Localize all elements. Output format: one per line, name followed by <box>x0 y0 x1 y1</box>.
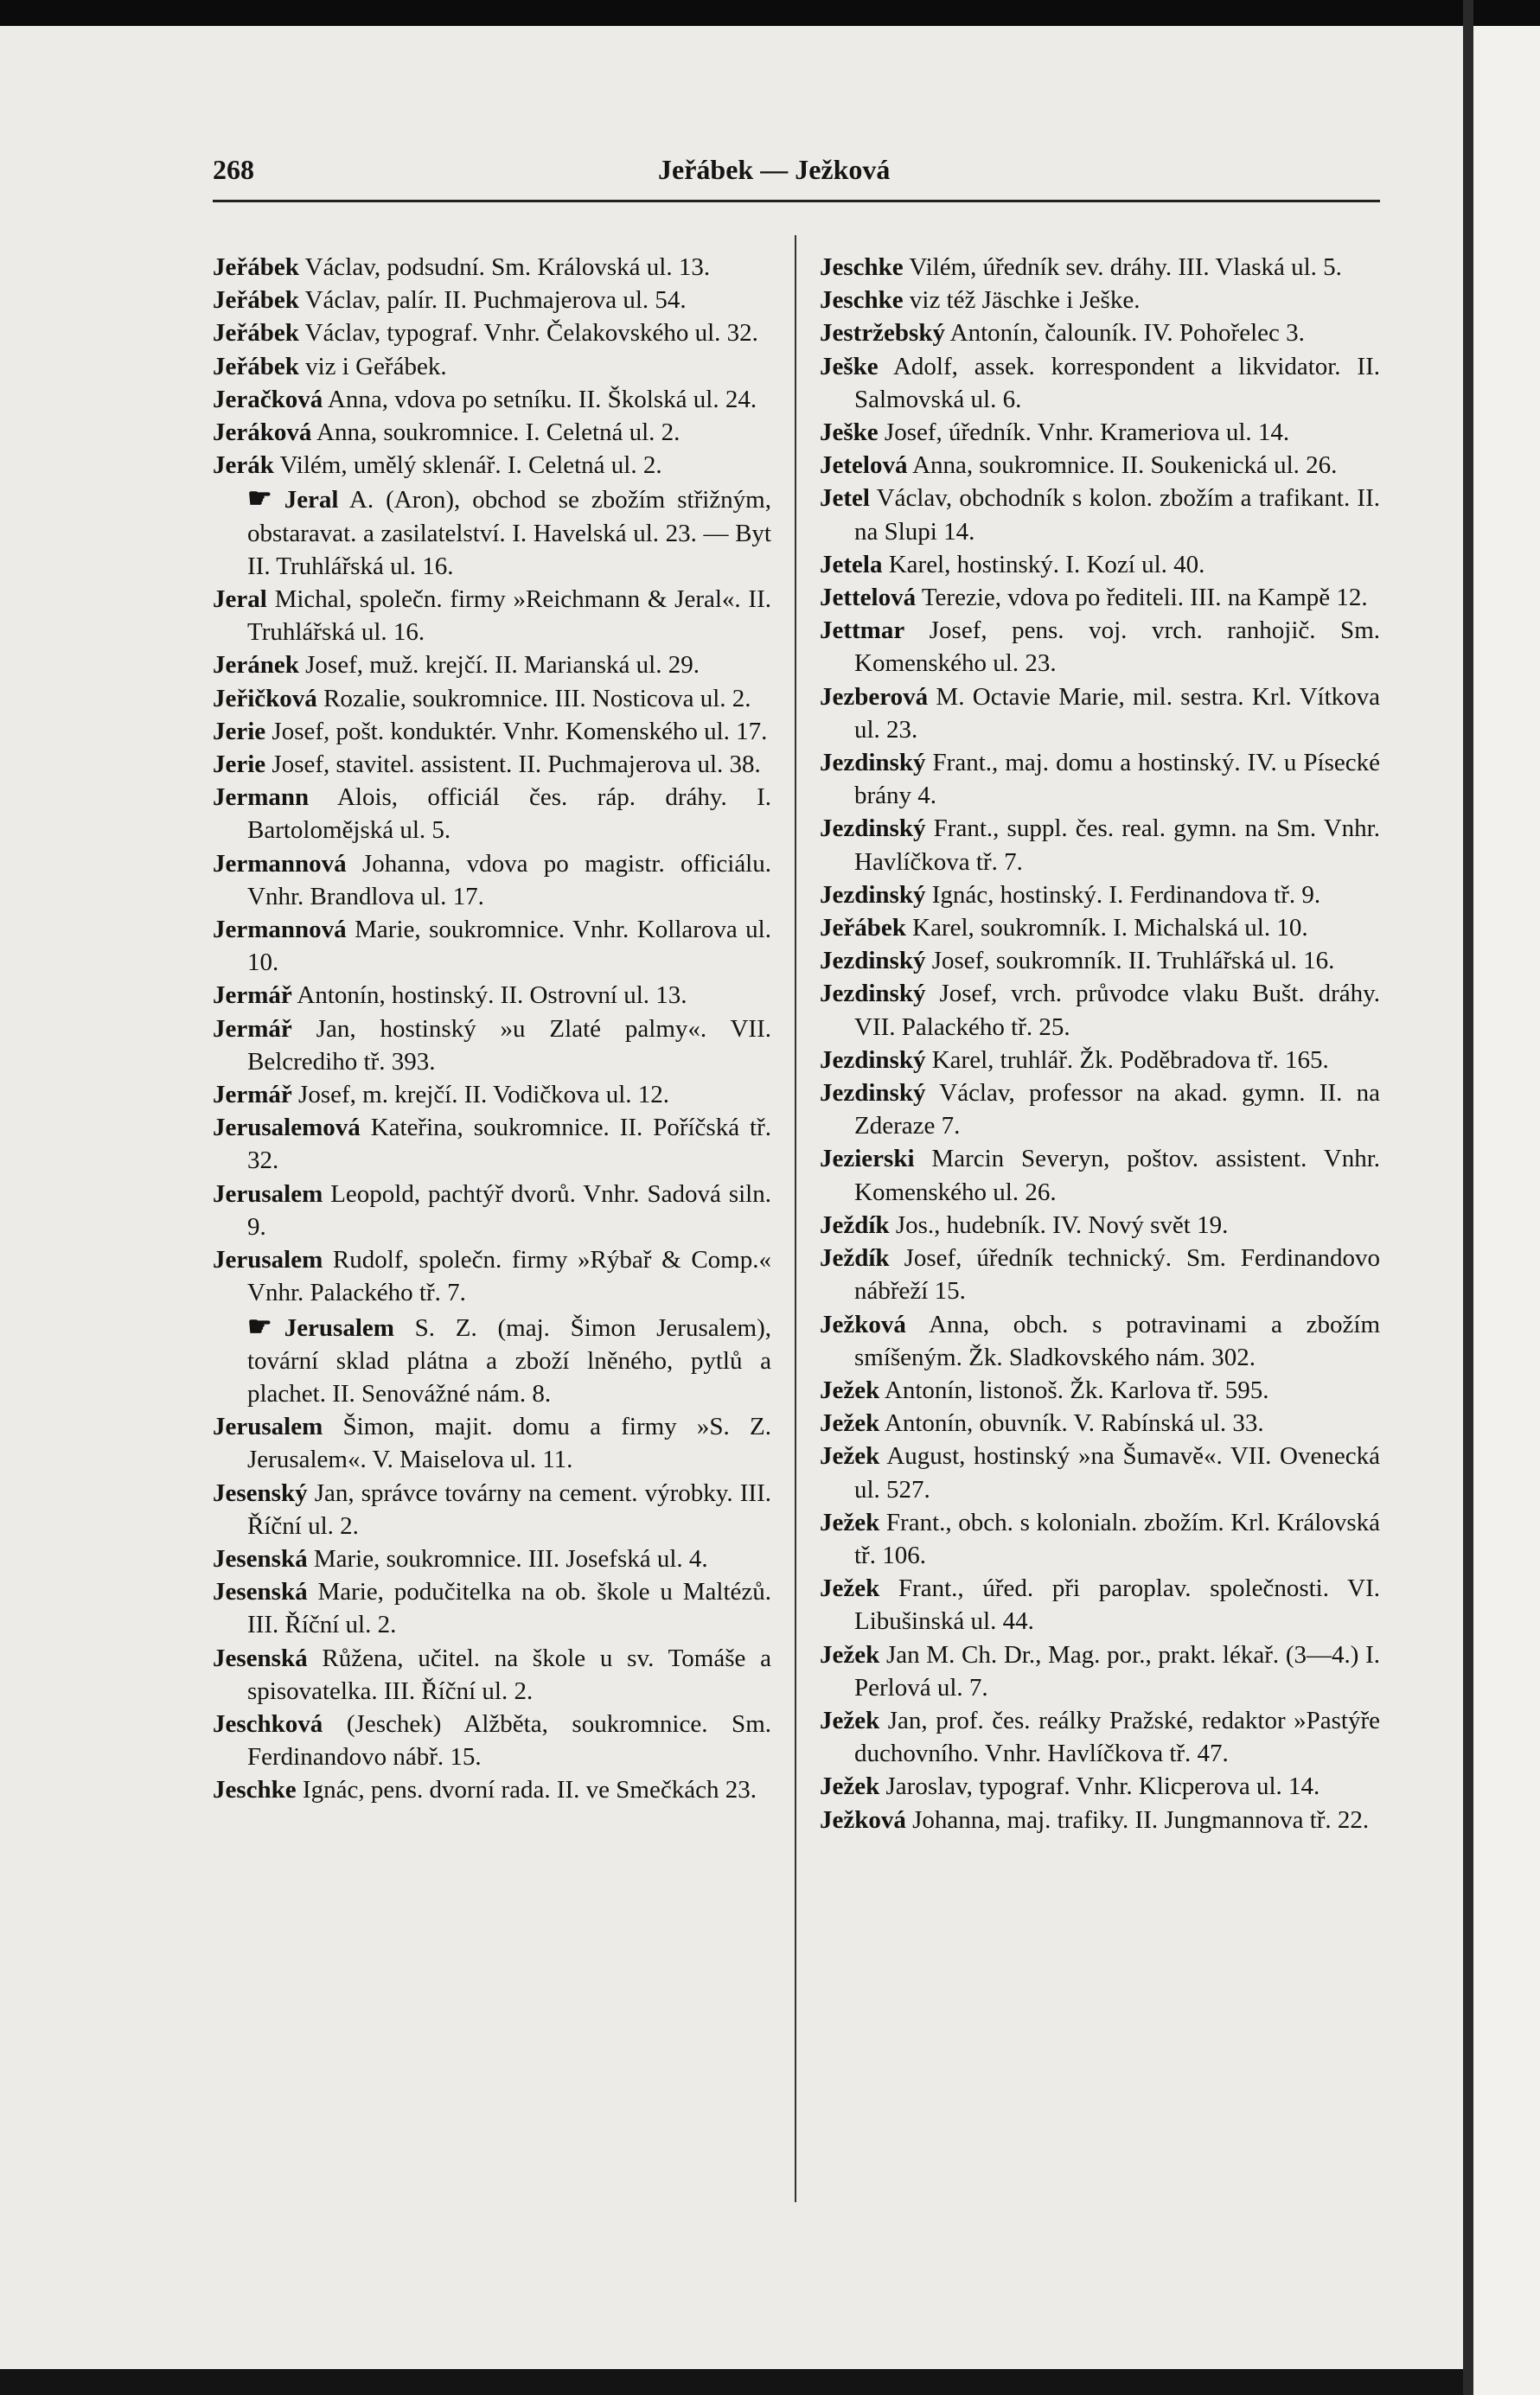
entry-details: Václav, palír. II. Puchmajerova ul. 54. <box>298 286 687 315</box>
entry-surname: Jetelová <box>820 451 908 480</box>
directory-entry <box>820 746 1380 812</box>
entry-details: Adolf, assek. korrespondent a likvidator. II. Salmovská ul. 6. <box>854 352 1380 413</box>
entry-surname: Jerie <box>213 750 266 779</box>
entry-surname: Jerusalem <box>284 1313 394 1342</box>
directory-entry <box>820 1704 1380 1770</box>
entry-surname: Jeschke <box>820 253 904 281</box>
entry-details: Václav, obchodník s kolon. zbožím a trafikant. II. na Slupi 14. <box>854 484 1380 546</box>
entry-details: Alois, officiál čes. ráp. dráhy. I. Bartolomějská ul. 5. <box>247 783 771 845</box>
directory-entry <box>213 482 771 583</box>
entry-details: Marie, soukromnice. III. Josefská ul. 4. <box>307 1544 708 1573</box>
entry-surname: Jerusalem <box>213 1246 323 1274</box>
entry-details: Jan, hostinský »u Zlaté palmy«. VII. Belcrediho tř. 393. <box>247 1014 771 1076</box>
entry-surname: Jeschke <box>820 286 904 315</box>
directory-entry <box>213 1178 771 1243</box>
entry-details: viz i Geřábek. <box>298 352 447 380</box>
entry-details: Michal, společn. firmy »Reichmann & Jeral«. II. Truhlářská ul. 16. <box>247 585 771 647</box>
entry-surname: Jeřábek <box>213 286 299 315</box>
entry-surname: Jesenská <box>213 1544 308 1573</box>
entry-surname: Jezdinský <box>820 1079 926 1108</box>
directory-entry <box>820 680 1380 746</box>
entry-details: Václav, professor na akad. gymn. II. na Zderaze 7. <box>854 1079 1380 1140</box>
entry-details: viz též Jäschke i Ješke. <box>903 286 1141 315</box>
directory-entry <box>213 847 771 913</box>
entry-surname: Jermář <box>213 981 292 1010</box>
entry-details: Antonín, hostinský. II. Ostrovní ul. 13. <box>291 981 687 1010</box>
entry-details: Rozalie, soukromnice. III. Nosticova ul. 2. <box>316 684 751 712</box>
directory-entry <box>213 1012 771 1078</box>
directory-entry <box>213 1410 771 1476</box>
entry-surname: Jezdinský <box>820 880 926 909</box>
directory-entry <box>213 1542 771 1575</box>
entry-details: A. (Aron), obchod se zbožím střižným, obstaravat. a zasilatelství. I. Havelská ul. 23. — Byt II. Truhlářská ul. 16. <box>247 486 771 580</box>
entry-details: (Jeschek) Alžběta, soukromnice. Sm. Ferdinandovo nábř. 15. <box>247 1709 771 1772</box>
entry-details: Josef, muž. krejčí. II. Marianská ul. 29. <box>298 651 700 680</box>
entry-details: Šimon, majit. domu a firmy »S. Z. Jerusalem«. V. Maiselova ul. 11. <box>247 1413 771 1474</box>
entry-surname: Jeřičková <box>213 684 317 712</box>
entry-details: Karel, soukromník. I. Michalská ul. 10. <box>905 914 1308 942</box>
directory-entry <box>213 284 771 316</box>
page-number: 268 <box>213 154 254 185</box>
entry-details: Jan, správce továrny na cement. výrobky. III. Říční ul. 2. <box>247 1479 771 1540</box>
entry-surname: Ježek <box>820 1706 880 1734</box>
directory-entry <box>820 1506 1380 1572</box>
entry-details: Terezie, vdova po řediteli. III. na Kampě 12. <box>916 584 1368 612</box>
directory-entry <box>213 1708 771 1773</box>
directory-entry <box>213 251 771 284</box>
entry-details: Johanna, maj. trafiky. II. Jungmannova tř. 22. <box>905 1805 1370 1834</box>
entry-details: Václav, podsudní. Sm. Královská ul. 13. <box>298 253 711 281</box>
entry-surname: Ježková <box>820 1805 906 1834</box>
entry-details: Růžena, učitel. na škole u sv. Tomáše a spisovatelka. III. Říční ul. 2. <box>247 1644 771 1705</box>
directory-entry <box>213 416 771 449</box>
entry-surname: Ježek <box>820 1640 880 1669</box>
entry-surname: Jesenská <box>213 1644 308 1672</box>
entry-surname: Jesenský <box>213 1479 308 1507</box>
directory-entry <box>820 251 1380 284</box>
header-rule <box>213 200 1380 202</box>
entry-details: Anna, obch. s potravinami a zbožím smíšeným. Žk. Sladkovského nám. 302. <box>854 1310 1380 1371</box>
pointing-hand-icon: ☛ <box>247 482 272 514</box>
directory-entry <box>820 1209 1380 1242</box>
entry-details: Josef, pošt. konduktér. Vnhr. Komenského ul. 17. <box>265 717 768 745</box>
entry-surname: Jermannová <box>213 916 347 944</box>
directory-entry <box>820 911 1380 944</box>
entry-details: Josef, úředník technický. Sm. Ferdinandovo nábřeží 15. <box>854 1244 1380 1306</box>
entry-surname: Jesenská <box>213 1578 308 1606</box>
directory-entry <box>820 812 1380 878</box>
entry-details: Josef, m. krejčí. II. Vodičkova ul. 12. <box>291 1081 670 1109</box>
page-header-title: Jeřábek — Ježková <box>658 154 891 185</box>
directory-entry <box>820 1638 1380 1704</box>
entry-surname: Jestržebský <box>820 319 945 348</box>
entry-surname: Jerie <box>213 717 266 745</box>
entry-surname: Ježek <box>820 1442 880 1471</box>
entry-details: S. Z. (maj. Šimon Jerusalem), tovární sklad plátna a zboží lněného, pytlů a plachet. II. Senovážné nám. 8. <box>247 1313 771 1408</box>
entry-details: Johanna, vdova po magistr. officiálu. Vnhr. Brandlova ul. 17. <box>247 849 771 910</box>
directory-entry <box>213 648 771 681</box>
directory-entry <box>213 748 771 781</box>
entry-details: Kateřina, soukromnice. II. Poříčská tř. 32. <box>247 1114 771 1175</box>
directory-entry <box>213 316 771 349</box>
column-divider <box>795 235 796 2202</box>
entry-surname: Ježdík <box>820 1244 890 1273</box>
book-gutter <box>1463 0 1473 2395</box>
entry-details: Antonín, čalouník. IV. Pohořelec 3. <box>944 319 1305 348</box>
directory-entry <box>820 1374 1380 1407</box>
entry-details: Antonín, listonoš. Žk. Karlova tř. 595. <box>879 1376 1269 1404</box>
entry-surname: Jetel <box>820 484 870 513</box>
adjacent-page-edge <box>1473 26 1540 2395</box>
directory-entry <box>820 1076 1380 1142</box>
entry-surname: Jezdinský <box>820 749 926 777</box>
entry-details: August, hostinský »na Šumavě«. VII. Ovenecká ul. 527. <box>854 1442 1380 1504</box>
directory-entry <box>820 350 1380 416</box>
entry-details: Josef, pens. voj. vrch. ranhojič. Sm. Komenského ul. 23. <box>854 616 1380 678</box>
entry-details: Jan M. Ch. Dr., Mag. por., prakt. lékař. (3—4.) I. Perlová ul. 7. <box>854 1640 1380 1702</box>
entry-details: Josef, úředník. Vnhr. Krameriova ul. 14. <box>878 418 1290 447</box>
entry-surname: Jeral <box>284 486 339 514</box>
directory-entry <box>213 1310 771 1411</box>
pointing-hand-icon: ☛ <box>247 1310 272 1342</box>
entry-surname: Jezierski <box>820 1145 915 1173</box>
entry-surname: Jettmar <box>820 616 905 645</box>
directory-entry <box>820 1142 1380 1208</box>
directory-entry <box>820 1440 1380 1505</box>
entry-surname: Ježek <box>820 1376 880 1404</box>
running-head <box>213 154 1380 192</box>
entry-surname: Jerusalem <box>213 1179 323 1208</box>
directory-entry <box>213 1773 771 1806</box>
directory-entry <box>213 350 771 383</box>
entry-details: Anna, vdova po setníku. II. Školská ul. 24. <box>323 385 757 413</box>
entry-details: Karel, hostinský. I. Kozí ul. 40. <box>882 550 1205 578</box>
entry-surname: Ježek <box>820 1772 880 1801</box>
directory-entry <box>213 1642 771 1708</box>
entry-details: Jan, prof. čes. reálky Pražské, redaktor »Pastýře duchovního. Vnhr. Havlíčkova tř. 47. <box>854 1706 1380 1768</box>
entry-surname: Jeránek <box>213 651 299 680</box>
entry-surname: Jeral <box>213 585 267 614</box>
directory-entry <box>213 383 771 416</box>
directory-entry <box>820 878 1380 911</box>
directory-entry <box>820 1308 1380 1374</box>
entry-surname: Jeračková <box>213 385 323 413</box>
entry-details: Antonín, obuvník. V. Rabínská ul. 33. <box>879 1409 1264 1438</box>
entry-surname: Jerák <box>213 451 274 480</box>
scan-bottom-border <box>0 2369 1463 2395</box>
entry-details: Frant., maj. domu a hostinský. IV. u Písecké brány 4. <box>854 749 1380 810</box>
directory-entry <box>820 581 1380 614</box>
entry-surname: Jeráková <box>213 418 312 447</box>
entry-details: Josef, stavitel. assistent. II. Puchmajerova ul. 38. <box>265 750 761 779</box>
directory-entry <box>820 416 1380 449</box>
entry-details: Marcin Severyn, poštov. assistent. Vnhr. Komenského ul. 26. <box>854 1145 1380 1206</box>
entry-surname: Jermannová <box>213 849 347 878</box>
entry-details: Ignác, hostinský. I. Ferdinandova tř. 9. <box>925 880 1321 909</box>
directory-entry <box>213 682 771 715</box>
entry-surname: Jermář <box>213 1014 292 1043</box>
entry-surname: Jerusalem <box>213 1413 323 1441</box>
entry-details: Rudolf, společn. firmy »Rýbař & Comp.« Vnhr. Palackého tř. 7. <box>247 1246 771 1307</box>
entry-surname: Jeschke <box>213 1776 297 1804</box>
directory-entry <box>213 1078 771 1111</box>
entry-surname: Jezdinský <box>820 980 926 1008</box>
directory-entry <box>820 1407 1380 1440</box>
entry-details: Vilém, umělý sklenář. I. Celetná ul. 2. <box>273 451 662 480</box>
directory-entry <box>820 316 1380 349</box>
left-column <box>213 251 771 1807</box>
entry-details: Jaroslav, typograf. Vnhr. Klicperova ul. 14. <box>879 1772 1320 1801</box>
entry-surname: Ježdík <box>820 1210 890 1239</box>
entry-details: Frant., úřed. při paroplav. společnosti. VI. Libušinská ul. 44. <box>854 1574 1380 1636</box>
directory-entry <box>820 548 1380 581</box>
entry-details: Karel, truhlář. Žk. Poděbradova tř. 165. <box>925 1045 1329 1074</box>
directory-entry <box>213 1575 771 1641</box>
entry-surname: Ježek <box>820 1508 880 1536</box>
entry-details: Václav, typograf. Vnhr. Čelakovského ul. 32. <box>298 319 758 348</box>
directory-entry <box>213 449 771 482</box>
entry-details: Vilém, úředník sev. dráhy. III. Vlaská ul. 5. <box>903 253 1342 281</box>
entry-surname: Jezdinský <box>820 947 926 975</box>
entry-surname: Ješke <box>820 418 879 447</box>
right-column <box>820 251 1380 1836</box>
entry-surname: Jeřábek <box>213 319 299 348</box>
entry-surname: Jermář <box>213 1081 292 1109</box>
entry-surname: Jeřábek <box>213 253 299 281</box>
entry-details: M. Octavie Marie, mil. sestra. Krl. Vítkova ul. 23. <box>854 682 1380 744</box>
entry-details: Leopold, pachtýř dvorů. Vnhr. Sadová siln. 9. <box>247 1179 771 1241</box>
directory-entry <box>820 977 1380 1043</box>
directory-entry <box>213 781 771 846</box>
entry-surname: Jeřábek <box>820 914 906 942</box>
entry-surname: Jeřábek <box>213 352 299 380</box>
directory-entry <box>820 614 1380 680</box>
directory-entry <box>213 913 771 979</box>
entry-surname: Ješke <box>820 352 879 380</box>
directory-entry <box>820 944 1380 977</box>
entry-surname: Jettelová <box>820 584 917 612</box>
entry-surname: Jezdinský <box>820 814 926 843</box>
directory-entry <box>213 1243 771 1309</box>
entry-surname: Ježková <box>820 1310 906 1338</box>
entry-surname: Jerusalemová <box>213 1114 361 1142</box>
directory-entry <box>820 1242 1380 1307</box>
entry-details: Josef, soukromník. II. Truhlářská ul. 16. <box>925 947 1335 975</box>
directory-entry <box>213 715 771 748</box>
directory-entry <box>213 1111 771 1177</box>
directory-entry <box>820 1770 1380 1803</box>
entry-surname: Jetela <box>820 550 883 578</box>
entry-details: Frant., obch. s kolonialn. zbožím. Krl. Královská tř. 106. <box>854 1508 1380 1569</box>
entry-details: Josef, vrch. průvodce vlaku Bušt. dráhy. VII. Palackého tř. 25. <box>854 980 1380 1041</box>
directory-entry <box>213 979 771 1012</box>
directory-entry <box>820 449 1380 482</box>
entry-details: Marie, soukromnice. Vnhr. Kollarova ul. 10. <box>247 916 771 977</box>
directory-entry <box>820 1044 1380 1076</box>
entry-surname: Jezdinský <box>820 1045 926 1074</box>
directory-entry <box>820 1572 1380 1638</box>
entry-details: Anna, soukromnice. II. Soukenická ul. 26. <box>907 451 1338 480</box>
entry-details: Ignác, pens. dvorní rada. II. ve Smečkách 23. <box>296 1776 757 1804</box>
directory-entry <box>820 482 1380 547</box>
entry-surname: Jeschková <box>213 1709 323 1738</box>
directory-entry <box>213 1477 771 1542</box>
directory-entry <box>820 1804 1380 1836</box>
entry-details: Anna, soukromnice. I. Celetná ul. 2. <box>311 418 681 447</box>
entry-details: Frant., suppl. čes. real. gymn. na Sm. Vnhr. Havlíčkova tř. 7. <box>854 814 1380 876</box>
entry-surname: Ježek <box>820 1574 880 1603</box>
entry-details: Jos., hudebník. IV. Nový svět 19. <box>889 1210 1229 1239</box>
directory-entry <box>820 284 1380 316</box>
entry-details: Marie, podučitelka na ob. škole u Maltézů. III. Říční ul. 2. <box>247 1578 771 1639</box>
entry-surname: Jezberová <box>820 682 929 711</box>
directory-entry <box>213 583 771 648</box>
entry-surname: Ježek <box>820 1409 880 1438</box>
entry-surname: Jermann <box>213 783 310 812</box>
